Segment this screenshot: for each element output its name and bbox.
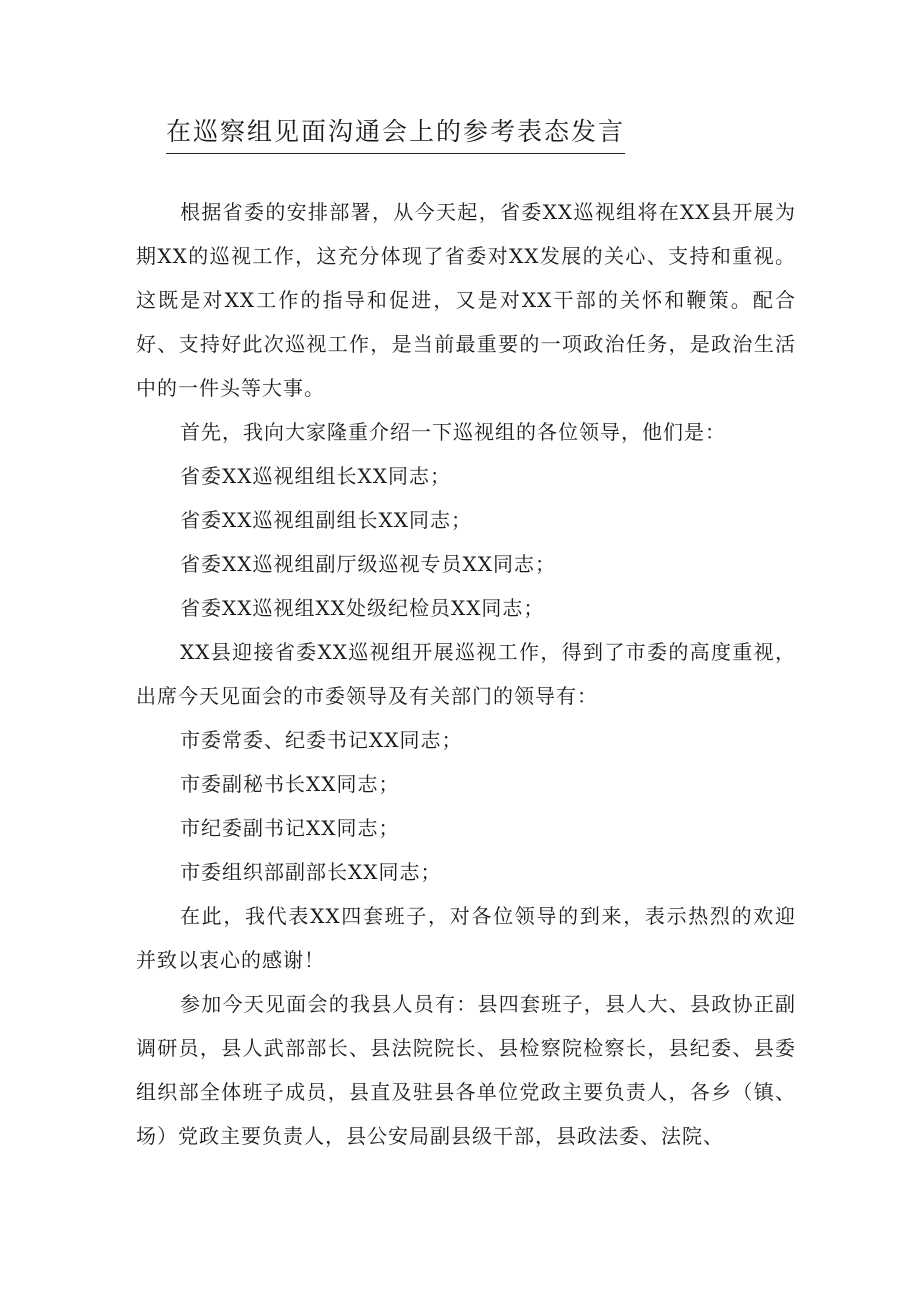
paragraph-attendees: 参加今天见面会的我县人员有：县四套班子，县人大、县政协正副调研员，县人武部部长、县法院院长、县检察院检察长，县纪委、县委组织部全体班子成员，县直及驻县各单位党政主要负责人，各乡（镇、场）党政主要负责人，县公安局副县级干部，县政法委、法院、 <box>136 992 796 1148</box>
paragraph-introduction-lead: 首先，我向大家隆重介绍一下巡视组的各位领导，他们是： <box>180 420 726 444</box>
paragraph-welcome: 在此，我代表XX四套班子，对各位领导的到来，表示热烈的欢迎并致以衷心的感谢！ <box>136 904 796 972</box>
document-title: 在巡察组见面沟通会上的参考表态发言 <box>166 112 625 154</box>
list-item: 省委XX巡视组组长XX同志； <box>180 464 451 488</box>
paragraph-city-leaders-lead: XX县迎接省委XX巡视组开展巡视工作，得到了市委的高度重视，出席今天见面会的市委领导及有关部门的领导有： <box>136 640 796 708</box>
document-body <box>136 190 796 1158</box>
list-item: 市纪委副书记XX同志； <box>180 816 400 840</box>
list-item: 市委常委、纪委书记XX同志； <box>180 728 463 752</box>
list-item: 省委XX巡视组XX处级纪检员XX同志； <box>180 596 545 620</box>
list-item: 省委XX巡视组副组长XX同志； <box>180 508 472 532</box>
list-item: 市委组织部副部长XX同志； <box>180 860 442 884</box>
list-item: 省委XX巡视组副厅级巡视专员XX同志； <box>180 552 556 576</box>
list-item: 市委副秘书长XX同志； <box>180 772 400 796</box>
paragraph-intro: 根据省委的安排部署，从今天起，省委XX巡视组将在XX县开展为期XX的巡视工作，这充分体现了省委对XX发展的关心、支持和重视。这既是对XX工作的指导和促进，又是对XX干部的关怀和鞭策。配合好、支持好此次巡视工作，是当前最重要的一项政治任务，是政治生活中的一件头等大事。 <box>136 200 796 400</box>
